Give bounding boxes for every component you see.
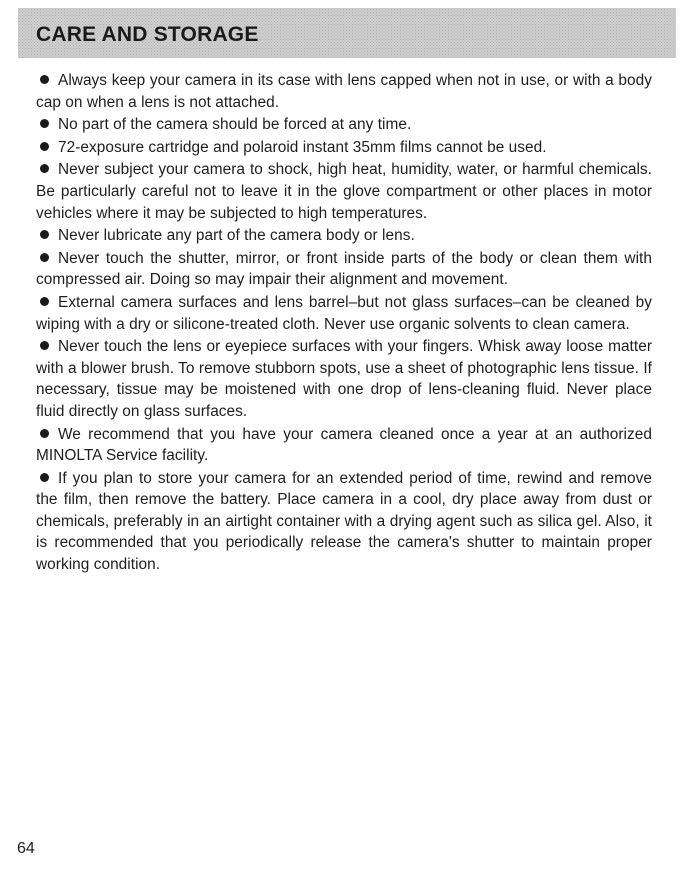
section-title: CARE AND STORAGE	[36, 23, 259, 46]
list-item-text: Never lubricate any part of the camera body or lens.	[58, 227, 415, 245]
list-item-text: Never subject your camera to shock, high heat, humidity, water, or harmful chemicals. Be particularly careful not to leave it in the glove compartment or other places in motor vehicles where it may be subjected to high temperatures.	[36, 161, 652, 222]
care-instructions-list	[36, 70, 652, 577]
list-item	[36, 292, 652, 335]
list-item	[36, 137, 652, 159]
bullet-icon	[40, 429, 49, 438]
bullet-icon	[40, 119, 49, 128]
bullet-icon	[40, 341, 49, 350]
list-item-text: Never touch the lens or eyepiece surfaces with your fingers. Whisk away loose matter with a blower brush. To remove stubborn spots, use a sheet of photographic lens tissue. If necessary, tissue may be moistened with one drop of lens-cleaning fluid. Never place fluid directly on glass surfaces.	[36, 338, 652, 420]
list-item-text: External camera surfaces and lens barrel–but not glass surfaces–can be cleaned by wiping with a dry or silicone-treated cloth. Never use organic solvents to clean camera.	[36, 293, 652, 333]
list-item	[36, 114, 652, 136]
bullet-icon	[40, 297, 49, 306]
list-item	[36, 248, 652, 291]
bullet-icon	[40, 75, 49, 84]
list-item-text: We recommend that you have your camera cleaned once a year at an authorized MINOLTA Service facility.	[36, 425, 652, 465]
bullet-icon	[40, 473, 49, 482]
bullet-icon	[40, 253, 49, 262]
list-item	[36, 159, 652, 224]
page-number: 64	[17, 840, 35, 857]
list-item	[36, 336, 652, 422]
list-item	[36, 225, 652, 247]
list-item-text: No part of the camera should be forced at any time.	[58, 116, 412, 134]
list-item-text: Always keep your camera in its case with lens capped when not in use, or with a body cap on when a lens is not attached.	[36, 72, 652, 111]
bullet-icon	[40, 142, 49, 151]
list-item-text: Never touch the shutter, mirror, or front inside parts of the body or clean them with compressed air. Doing so may impair their alignment and movement.	[36, 249, 652, 289]
list-item-text: If you plan to store your camera for an extended period of time, rewind and remove the film, then remove the battery. Place camera in a cool, dry place away from dust or chemicals, preferably in an airtight container with a drying agent such as silica gel. Also, it is recommended that you periodically release the camera's shutter to maintain proper working condition.	[36, 469, 652, 574]
list-item	[36, 70, 652, 113]
list-item	[36, 424, 652, 467]
list-item-text: 72-exposure cartridge and polaroid instant 35mm films cannot be used.	[58, 138, 547, 156]
bullet-icon	[40, 230, 49, 239]
bullet-icon	[40, 164, 49, 173]
list-item	[36, 468, 652, 576]
